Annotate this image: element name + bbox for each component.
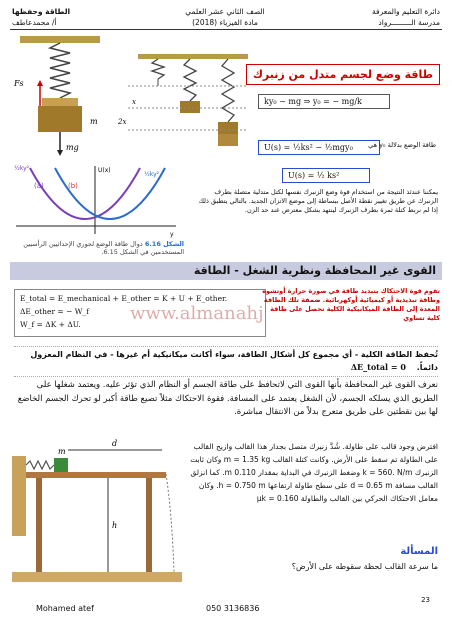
header-subject: مادة الفيزياء (2018) [192, 18, 258, 27]
mass-top [42, 98, 78, 106]
curve-a-label: (a) [34, 182, 44, 190]
m-label: m [90, 117, 98, 126]
energy-conservation-statement [14, 346, 438, 377]
header-teacher-name: أ/ محمدعاطف [12, 18, 57, 27]
mass-2 [180, 101, 200, 113]
three-springs-figure [118, 52, 258, 148]
weight-arrowhead [57, 150, 63, 156]
curve-a [30, 168, 140, 219]
figure-caption-title: الشكل 6.16 [144, 240, 184, 248]
potential-energy-simplified: U(s) = ½ ks² [282, 168, 370, 183]
header-school [310, 6, 440, 28]
fall-path [166, 474, 174, 572]
distance-label: d [112, 439, 118, 448]
section2-title-band [10, 262, 442, 280]
delta-other-equation: ΔE_other = − W_f [20, 307, 89, 316]
page-number: 23 [421, 596, 430, 604]
graph-x-label: y [170, 231, 174, 238]
block [54, 458, 68, 472]
spring-force-arrowhead [37, 80, 43, 86]
section1-title: طاقة وضع لجسم متدل من زنبرك [246, 64, 440, 85]
nonconservative-paragraph: نعرف القوى غير المحافظة بأنها القوى التي لاتحافظ على طاقة الجسم أو النظام الذي تؤثر عليه. ويعتمد شغلها على الطريق الذي يسلكه الجسم، لأن الشغل يعتمد على المسافة. فقوة الاحتكاك مثلاً تصيع طاقة أكبر لو تحرك الجسم الخاضع لها بين نقطتين على طريق متعرج بدلاً من الانتقال مباشرة. [17, 380, 438, 417]
figure-caption [14, 240, 184, 256]
header-course [150, 6, 300, 28]
curve-b-formula: ½ky² [144, 171, 160, 178]
footer-author: Mohamed atef [36, 604, 94, 613]
height-label: h [112, 521, 118, 530]
problem-question-title: المسألة [400, 546, 438, 557]
ceiling-bar-2 [138, 54, 248, 59]
total-energy-equation: E_total = E_mechanical + E_other = K + U + E_other. [20, 294, 228, 303]
mass-3b [218, 134, 238, 146]
energy-conservation-text: تُحفظ الطاقة الكلية - أي مجموع كل أشكال الطاقة، سواء أكانت ميكانيكية أم غيرها - في النظام المعزول دائماً. [30, 350, 438, 372]
potential-energy-equation: U(s) = ½ks² − ½mgy₀ [258, 140, 380, 155]
spring-mass-figure [10, 34, 120, 164]
mg-label: mg [66, 143, 79, 152]
fs-label: Fs [14, 79, 24, 88]
table-leg-right [146, 478, 152, 572]
floor [12, 572, 182, 582]
header-topic: الطاقة وحفظها [12, 7, 71, 16]
spring-1 [152, 59, 164, 79]
header-teacher [12, 6, 132, 28]
header-department: دائرة التعليم والمعرفة [371, 7, 440, 16]
energy-conservation-equation: ΔE_total = 0 [350, 362, 406, 372]
problem-spring [26, 461, 54, 469]
mass-3a [218, 122, 238, 134]
friction-energy-note: تقوم قوة الاحتكاك بتبديد طاقة في صورة حرارة أوتشوه وطاقة تبذيذية أو كيميائية أوكهربائية. ضمقة تلك الطاقة المعدة إلى الطاقة الميكانيكية الكلية تحصل على طاقة كلية تساوي [262, 287, 440, 322]
equilibrium-equation: ky₀ − mg ⇒ y₀ = − mg/k [258, 94, 390, 109]
table-spring-figure [12, 434, 182, 584]
friction-work-equation: W_f = ΔK + ΔU. [20, 320, 81, 329]
header-grade: الصف الثاني عشر العلمي [185, 7, 265, 16]
ceiling-bar [20, 36, 100, 43]
block-mass-label: m [58, 447, 66, 456]
figure-caption-text: دوال طاقة الوضع لجوري الإحداثيين الرأسيين المستخدمين في الشكل 6.15. [23, 240, 184, 256]
table-top [26, 472, 166, 478]
curve-a-formula: ½ky² [14, 165, 30, 172]
header-school-name: مدرسة الـــــــــرواد [378, 18, 440, 27]
problem-statement: افترض وجود قالب على طاولة. شُدَّ زنبرك متصل بجدار هذا القالب وازيح القالب على الطاولة تم سقط على الأرض. وكانت كتلة القالب m = 1.35 kg وكان ثابت الزنبرك k = 560. N/m وضغط الزنبرك في البداية بمقدار 0.110 m. كما انزلق القالب مسافة d = 0.65 m على سطح طاولة ارتفاعها h = 0.750 m. وكان معامل الاحتكاك الحركي بين القالب والطاولة μk = 0.160 [190, 442, 438, 503]
footer-phone: 050 3136836 [206, 604, 260, 613]
two-x-label: 2x [118, 118, 127, 126]
spring-coil [50, 43, 70, 98]
spring-2 [184, 59, 196, 101]
problem-question: ما سرعة القالب لحظة سقوطه على الأرض؟ [291, 562, 438, 571]
curve-b-label: (b) [68, 182, 78, 190]
header-divider [10, 29, 442, 30]
potential-energy-graph [10, 160, 180, 238]
potential-energy-label: طاقة الوضع بدلالة y₀ هي [368, 141, 436, 149]
graph-y-label: U(x) [98, 167, 111, 174]
wall [12, 456, 26, 536]
mass-block [38, 106, 82, 132]
section2-title: القوى غير المحافظة ونظرية الشغل - الطاقة [193, 264, 436, 277]
table-leg-left [36, 478, 42, 572]
spring-3 [222, 59, 234, 122]
x-label: x [132, 98, 136, 106]
section1-paragraph: يمكننا عندئذ النتيجة من استخدام قوة وضع الزنبرك نفسها لكتل متدلية متصلة بطرف الزنبرك عن طريق تغيير نقطة الأصل ببساطة إلى موضع الاتزان الجديد. بالتالي يتطبق ذلك إذا لم نربط كتلة ثمرة بطرف الزنبرك لينتهد بشكل معترض عند حد الزن. [198, 188, 438, 214]
watermark: www.almanahj [130, 303, 264, 324]
